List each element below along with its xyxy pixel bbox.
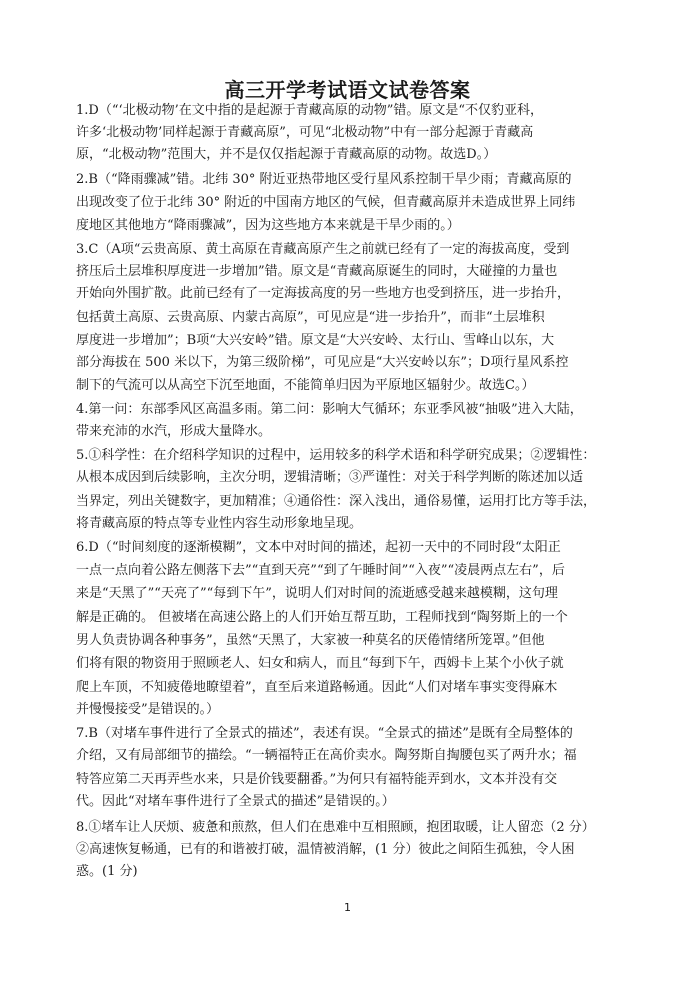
text-line: 来是“天黑了”“天亮了”“每到下午”，说明人们对时间的流逝感受越来越模糊，这句理 — [76, 586, 558, 601]
text-line: 一点一点向着公路左侧落下去”“直到天亮”“到了午睡时间”“入夜”“凌晨两点左右”，后 — [76, 563, 565, 578]
text-line: 包括黄土高原、云贵高原、内蒙古高原”，可见应是“进一步抬升”，而非“土层堆积 — [76, 310, 545, 325]
text-line: 介绍，又有局部细节的描绘。“一辆福特正在高价卖水。陶努斯自掏腰包买了两升水；福 — [76, 748, 577, 763]
text-line: 将青藏高原的特点等专业性内容生动形象地呈现。 — [76, 516, 363, 531]
text-line: 许多‘北极动物’同样起源于青藏高原”，可见“北极动物”中有一部分起源于青藏高 — [76, 125, 534, 140]
text-line: 出现改变了位于北纬 30° 附近的中国南方地区的气候，但青藏高原并未造成世界上同纬 — [76, 195, 576, 210]
page-title: 高三开学考试语文试卷答案 — [224, 78, 471, 102]
text-line: 度地区其他地方“降雨骤减”，因为这些地方本来就是干旱少雨的。） — [76, 218, 460, 233]
text-line: 当界定，列出关键数字，更加精准；④通俗性：深入浅出，通俗易懂，运用打比方等手法， — [76, 494, 597, 509]
text-line: ②高速恢复畅通，已有的和谐被打破，温情被消解，(1 分）彼此之间陌生孤独，令人困 — [76, 842, 575, 857]
text-line: 厚度进一步增加”；B项“大兴安岭”错。原文是“大兴安岭、太行山、雪峰山以东，大 — [76, 333, 555, 348]
text-line: 爬上车顶，不知疲倦地瞭望着”，直至后来道路畅通。因此“人们对堵车事实变得麻木 — [76, 680, 558, 695]
text-line: 4.第一问：东部季风区高温多雨。第二问：影响大气循环；东亚季风被“抽吸”进入大陆， — [76, 402, 583, 417]
text-line: 挤压后土层堆积厚度进一步增加”错。原文是“青藏高原诞生的同时，大碰撞的力量也 — [76, 264, 558, 279]
text-line: 惑。(1 分) — [76, 864, 138, 879]
text-line: 6.D（“时间刻度的逐渐模糊”，文本中对时间的描述，起初一天中的不同时段“太阳正 — [76, 540, 561, 555]
text-line: 制下的气流可以从高空下沉至地面，不能简单归因为平原地区辐射少。故选C。） — [76, 378, 535, 393]
text-line: 7.B（对堵车事件进行了全景式的描述”，表述有误。“全景式的描述”是既有全局整体的 — [76, 726, 573, 741]
text-line: 从根本成因到后续影响，主次分明，逻辑清晰；③严谨性：对关于科学判断的陈述加以适 — [76, 470, 584, 485]
text-line: 3.C（A项“云贵高原、黄土高原在青藏高原产生之前就已经有了一定的海拔高度，受到 — [76, 242, 570, 257]
text-line: 代。因此“对堵车事件进行了全景式的描述”是错误的。） — [76, 794, 395, 809]
text-line: 特答应第二天再弄些水来，只是价钱要翻番。”为何只有福特能弄到水，文本并没有交 — [76, 772, 558, 787]
page-number: 1 — [344, 901, 351, 914]
text-line: 部分海拔在 500 米以下，为第三级阶梯”，可见应是“大兴安岭以东”；D项行星风系控 — [76, 355, 569, 370]
text-line: 2.B（“降雨骤减”错。北纬 30° 附近亚热带地区受行星风系控制干旱少雨；青藏高原的 — [76, 172, 572, 187]
text-line: 带来充沛的水汽，形成大量降水。 — [76, 424, 272, 439]
text-line: 1.D（“‘北极动物’在文中指的是起源于青藏高原的动物”错。原文是“不仅豹亚科， — [76, 103, 544, 118]
text-line: 8.①堵车让人厌烦、疲惫和煎熬，但人们在患难中互相照顾，抱团取暖，让人留恋（2 分） — [76, 820, 595, 835]
text-line: 5.①科学性：在介绍科学知识的过程中，运用较多的科学术语和科学研究成果；②逻辑性： — [76, 448, 596, 463]
text-line: 开始向外围扩散。此前已经有了一定海拔高度的另一些地方也受到挤压，进一步抬升， — [76, 286, 571, 301]
text-line: 们将有限的物资用于照顾老人、妇女和病人，而且“每到下午，西姆卡上某个小伙子就 — [76, 656, 564, 671]
text-line: 原，“北极动物”范围大，并不是仅仅指起源于青藏高原的动物。故选D。） — [76, 147, 497, 162]
text-line: 并慢慢接受”是错误的。） — [76, 702, 220, 717]
text-line: 男人负责协调各种事务”，虽然“天黑了，大家被一种莫名的厌倦情绪所笼罩。”但他 — [76, 633, 545, 648]
text-line: 解是正确的。 但被堵在高速公路上的人们开始互帮互助，工程师找到“陶努斯上的一个 — [76, 610, 568, 625]
